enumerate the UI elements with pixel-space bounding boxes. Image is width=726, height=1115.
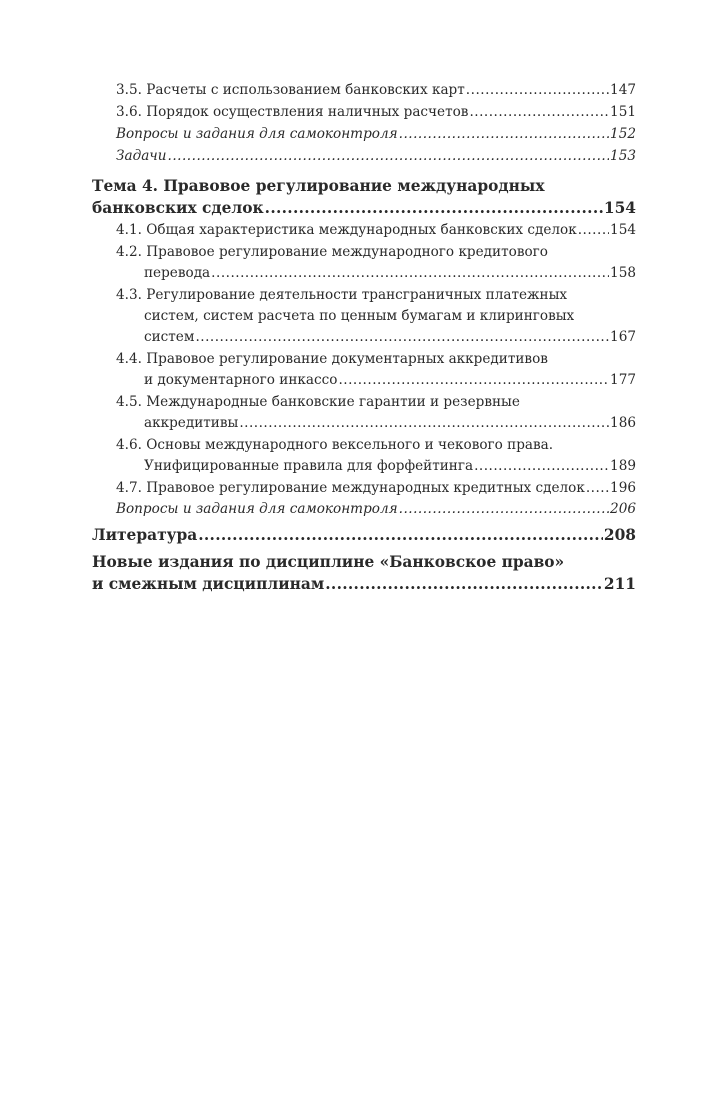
leader-dots <box>338 370 609 390</box>
toc-entry-4-5[interactable] <box>144 413 636 433</box>
toc-entry-4-5-line1: 4.5. Международные банковские гарантии и резервные <box>116 394 520 410</box>
toc-entry-label: систем <box>144 329 195 345</box>
toc-entry-4-3[interactable] <box>144 327 636 347</box>
toc-entry-page: 153 <box>610 148 636 164</box>
toc-entry-label: Унифицированные правила для форфейтинга <box>144 458 474 474</box>
toc-chapter-4-title-line1: Тема 4. Правовое регулирование международных <box>92 177 545 195</box>
toc-entry-page: 206 <box>610 501 636 517</box>
leader-dots <box>168 146 610 166</box>
leader-dots <box>198 525 603 545</box>
leader-dots <box>466 80 609 100</box>
leader-dots <box>399 124 609 144</box>
toc-entry-4-3-line1: 4.3. Регулирование деятельности трансграничных платежных <box>116 287 568 303</box>
toc-entry-page: 167 <box>610 329 636 345</box>
leader-dots <box>211 263 609 283</box>
toc-entry-4-1[interactable] <box>116 220 636 240</box>
toc-entry-label: 4.1. Общая характеристика международных банковских сделок <box>116 222 577 238</box>
toc-entry-page: 211 <box>603 575 636 593</box>
toc-entry-page: 147 <box>610 82 636 98</box>
toc-entry-page: 189 <box>610 458 636 474</box>
leader-dots <box>578 220 609 240</box>
toc-entry-4-7[interactable] <box>116 478 636 498</box>
toc-entry-tasks-3[interactable] <box>116 146 636 166</box>
toc-entry-label: аккредитивы <box>144 415 239 431</box>
leader-dots <box>586 478 609 498</box>
toc-entry-questions-3[interactable] <box>116 124 636 144</box>
toc-entry-page: 208 <box>603 526 636 544</box>
leader-dots <box>399 499 609 519</box>
toc-entry-page: 152 <box>610 126 636 142</box>
toc-entry-page: 154 <box>610 222 636 238</box>
toc-entry-label: Вопросы и задания для самоконтроля <box>116 501 398 517</box>
toc-entry-4-6[interactable] <box>144 456 636 476</box>
toc-entry-page: 177 <box>610 372 636 388</box>
toc-entry-label: Литература <box>92 526 198 544</box>
toc-entry-4-3-line2: систем, систем расчета по ценным бумагам и клиринговых <box>144 308 575 324</box>
toc-entry-label: 3.5. Расчеты с использованием банковских карт <box>116 82 465 98</box>
toc-entry-label: и документарного инкассо <box>144 372 338 388</box>
toc-entry-page: 186 <box>610 415 636 431</box>
toc-entry-label: 4.7. Правовое регулирование международных кредитных сделок <box>116 480 585 496</box>
toc-entry-3-5[interactable] <box>116 80 636 100</box>
toc-entry-3-6[interactable] <box>116 102 636 122</box>
toc-entry-4-2-line1: 4.2. Правовое регулирование международного кредитового <box>116 244 548 260</box>
toc-entry-questions-4[interactable] <box>116 499 636 519</box>
leader-dots <box>195 327 609 347</box>
toc-entry-page: 158 <box>610 265 636 281</box>
toc-entry-label: 3.6. Порядок осуществления наличных расчетов <box>116 104 469 120</box>
toc-entry-label: Вопросы и задания для самоконтроля <box>116 126 398 142</box>
toc-entry-page: 151 <box>610 104 636 120</box>
toc-new-editions[interactable] <box>92 574 636 594</box>
toc-entry-page: 196 <box>610 480 636 496</box>
toc-new-editions-line1: Новые издания по дисциплине «Банковское право» <box>92 553 565 571</box>
toc-entry-label: банковских сделок <box>92 199 264 217</box>
toc-entry-label: и смежным дисциплинам <box>92 575 325 593</box>
toc-entry-label: перевода <box>144 265 211 281</box>
toc-entry-page: 154 <box>603 199 636 217</box>
toc-entry-label: Задачи <box>116 148 167 164</box>
toc-entry-4-2[interactable] <box>144 263 636 283</box>
toc-entry-4-4[interactable] <box>144 370 636 390</box>
leader-dots <box>265 198 603 218</box>
toc-chapter-4[interactable] <box>92 198 636 218</box>
toc-literature[interactable] <box>92 525 636 545</box>
leader-dots <box>239 413 609 433</box>
leader-dots <box>469 102 609 122</box>
leader-dots <box>325 574 603 594</box>
leader-dots <box>474 456 609 476</box>
toc-entry-4-6-line1: 4.6. Основы международного вексельного и чекового права. <box>116 437 554 453</box>
toc-entry-4-4-line1: 4.4. Правовое регулирование документарных аккредитивов <box>116 351 548 367</box>
